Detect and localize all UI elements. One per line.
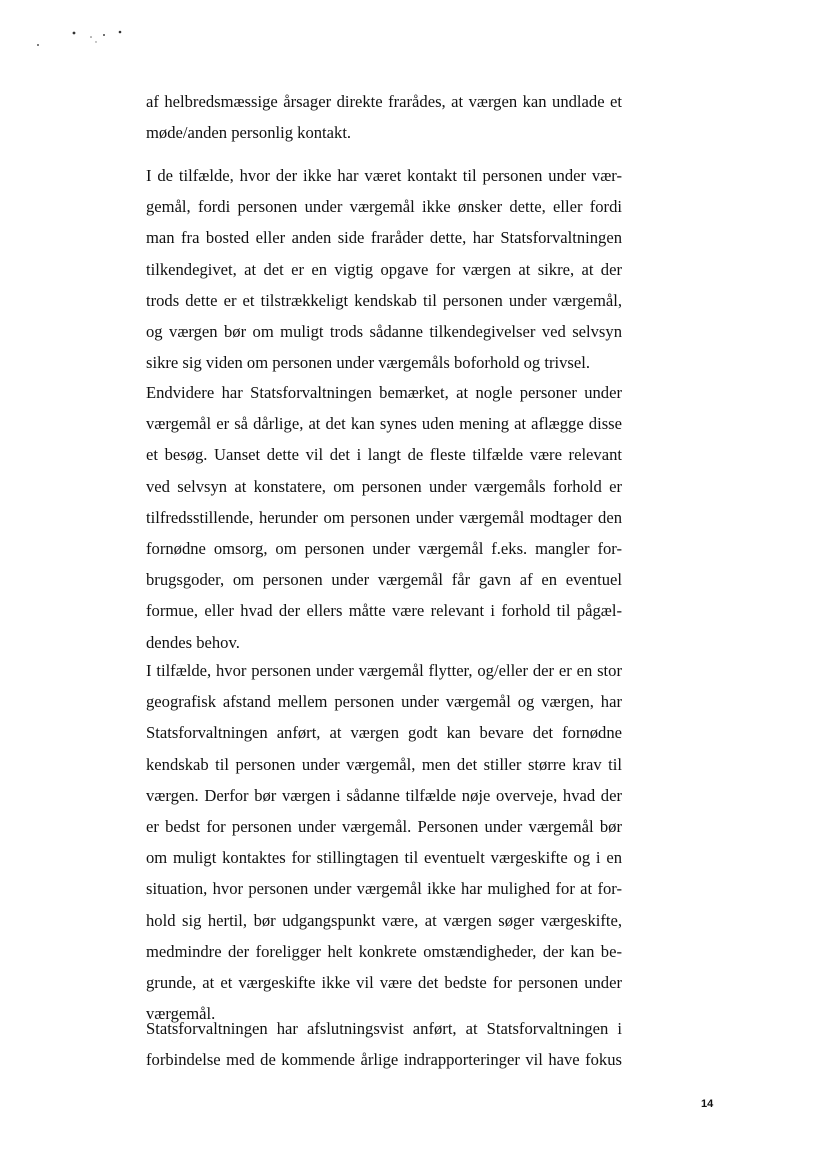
text-line: tilfredsstillende, herunder om personen under værgemål modtager den <box>146 507 622 527</box>
text-line: værgemål. <box>146 1004 216 1024</box>
text-line: sikre sig viden om personen under værgemåls boforhold og trivsel. <box>146 353 590 373</box>
text-line: Endvidere har Statsforvaltningen bemærket, at nogle personer under <box>146 383 622 402</box>
text-line: kendskab til personen under værgemål, men det stiller større krav til <box>146 754 622 774</box>
text-line: gemål, fordi personen under værgemål ikke ønsker dette, eller fordi <box>146 197 622 217</box>
text-line: ved selvsyn at konstatere, om personen under værgemåls forhold er <box>146 476 622 496</box>
text-line: situation, hvor personen under værgemål ikke har mulighed for at for- <box>146 879 622 899</box>
text-line: dendes behov. <box>146 632 240 652</box>
paragraph-3 <box>146 377 622 658</box>
text-line: medmindre der foreligger helt konkrete omstændigheder, der kan be- <box>146 941 622 961</box>
text-line: og værgen bør om muligt trods sådanne tilkendegivelser ved selvsyn <box>146 321 622 341</box>
text-line: værgen. Derfor bør værgen i sådanne tilfælde nøje overveje, hvad der <box>146 785 622 805</box>
text-line: et besøg. Uanset dette vil det i langt de fleste tilfælde være relevant <box>146 445 622 465</box>
scan-artifact-specks <box>30 26 140 50</box>
text-line: geografisk afstand mellem personen under værgemål og værgen, har <box>146 692 622 712</box>
text-line: formue, eller hvad der ellers måtte være relevant i forhold til pågæl- <box>146 601 622 621</box>
text-line: møde/anden personlig kontakt. <box>146 123 352 143</box>
text-line: Statsforvaltningen anført, at værgen godt kan bevare det fornødne <box>146 723 622 743</box>
text-line: Statsforvaltningen har afslutningsvist anført, at Statsforvaltningen i <box>146 1019 622 1038</box>
text-line: tilkendegivet, at det er en vigtig opgave for værgen at sikre, at der <box>146 259 622 279</box>
text-line: værgemål er så dårlige, at det kan synes uden mening at aflægge disse <box>146 414 622 434</box>
text-line: grunde, at et værgeskifte ikke vil være det bedste for personen under <box>146 972 622 992</box>
text-line: fornødne omsorg, om personen under værgemål f.eks. mangler for- <box>146 538 622 558</box>
paragraph-4 <box>146 655 622 1029</box>
text-line: brugsgoder, om personen under værgemål får gavn af en eventuel <box>146 570 622 590</box>
text-line: man fra bosted eller anden side fraråder dette, har Statsforvaltningen <box>146 228 622 248</box>
text-line: I tilfælde, hvor personen under værgemål flytter, og/eller der er en stor <box>146 661 622 680</box>
text-line: er bedst for personen under værgemål. Personen under værgemål bør <box>146 816 622 836</box>
paragraph-5 <box>146 1013 622 1075</box>
text-line: om muligt kontaktes for stillingtagen til eventuelt værgeskifte og i en <box>146 848 622 868</box>
text-line: trods dette er et tilstrækkeligt kendskab til personen under værgemål, <box>146 290 622 310</box>
text-line: forbindelse med de kommende årlige indrapporteringer vil have fokus <box>146 1050 622 1070</box>
paragraph-2 <box>146 160 622 378</box>
page-number: 14 <box>701 1098 714 1110</box>
text-line: hold sig hertil, bør udgangspunkt være, at værgen søger værgeskifte, <box>146 910 622 930</box>
paragraph-1 <box>146 86 622 148</box>
text-line: I de tilfælde, hvor der ikke har været kontakt til personen under vær- <box>146 166 622 185</box>
text-line: af helbredsmæssige årsager direkte frarådes, at værgen kan undlade et <box>146 92 622 111</box>
